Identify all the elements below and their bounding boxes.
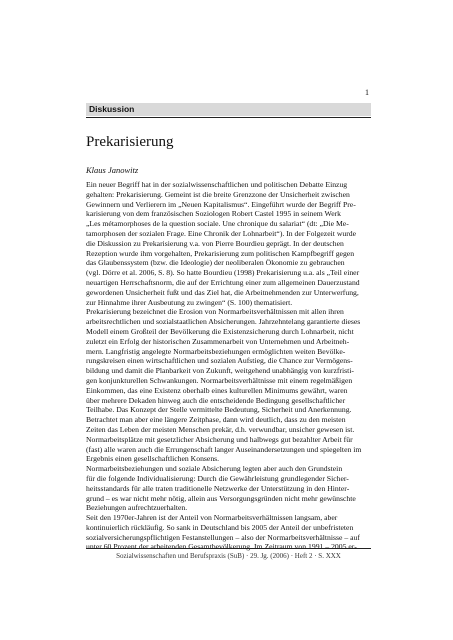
body-line: (fast) alle waren auch die Errungenschaft langer Auseinandersetzungen und spiegelten im (86, 444, 362, 454)
body-line: Ergebnis einen gesellschaftlichen Konsens. (86, 454, 220, 464)
body-line: Einkommen, das eine Existenz oberhalb eines kulturellen Minimums gewährt, waren (86, 385, 348, 395)
section-divider (86, 117, 371, 118)
body-line: zur Hinnahme ihrer Ausbeutung zu zwingen“ (S. 100) thematisiert. (86, 297, 293, 307)
body-line: die Diskussion zu Prekarisierung v.a. von Pierre Bourdieu geprägt. In der deutschen (86, 238, 344, 248)
body-line: „Les métamorphoses de la question sociale. Une chronique du salariat“ (dt: „Die Me- (86, 219, 349, 229)
body-line: tamorphosen der sozialen Frage. Eine Chronik der Lohnarbeit“). In der Folgezeit wurde (86, 228, 357, 238)
page-footer: Sozialwissenschaften und Berufspraxis (SuB) · 29. Jg. (2006) · Heft 2 · S. XXX (116, 552, 341, 560)
article-author: Klaus Janowitz (86, 165, 139, 175)
article-body (86, 180, 371, 552)
body-line: Teilhabe. Das Konzept der Stelle vermittelte Bedeutung, Sicherheit und Anerkennung. (86, 405, 352, 415)
article-title: Prekarisierung (86, 134, 174, 150)
body-line: zuletzt ein Erfolg der historischen Zusammenarbeit von Unternehmen und Arbeitneh- (86, 336, 350, 346)
body-line: karisierung von dem französischen Soziologen Robert Castel 1995 in seinem Werk (86, 209, 342, 219)
body-line: grund – es war nicht mehr nötig, allein aus Versorgungsgründen nicht mehr gewünschte (86, 493, 356, 503)
footer-divider (86, 548, 371, 549)
body-line: Seit den 1970er-Jahren ist der Anteil von Normarbeitsverhältnissen langsam, aber (86, 513, 338, 523)
body-line: Rezeption wurde ihm vorgehalten, Prekarisierung zum politischen Kampfbegriff gegen (86, 248, 355, 258)
body-line: gen konjunkturellen Schwankungen. Normarbeitsverhältnisse mit einem regelmäßigen (86, 375, 353, 385)
body-line: heitsstandards für alle traten traditionelle Netzwerke der Unterstützung in den Hinter- (86, 483, 350, 493)
body-line: über mehrere Dekaden hinweg auch die entscheidende Bedingung gesellschaftlicher (86, 395, 346, 405)
body-line: gewordenen Unsicherheit fußt und das Ziel hat, die Arbeitnehmenden zur Unterwerfung, (86, 287, 359, 297)
body-line: Normarbeitsplätze mit gesetzlicher Absicherung und halbwegs gut bezahlter Arbeit für (86, 434, 353, 444)
body-line: kontinuierlich rückläufig. So sank in Deutschland bis 2005 der Anteil der unbefristeten (86, 522, 354, 532)
body-line: das Glaubenssystem (bzw. die Ideologie) der neoliberalen Ökonomie zu gebrauchen (86, 258, 345, 268)
body-line: bildung und damit die Planbarkeit von Zukunft, weitgehend unabhängig von kurzfristi- (86, 366, 354, 376)
section-label: Diskussion (89, 104, 135, 114)
body-line: unter 60 Prozent der arbeitenden Gesamtbevölkerung. Im Zeitraum von 1991 – 2005 er- (86, 542, 357, 552)
body-line: Ein neuer Begriff hat in der sozialwissenschaftlichen und politischen Debatte Einzug (86, 180, 348, 189)
body-line: für die folgende Individualisierung: Durch die Gewährleistung grundlegender Sicher- (86, 473, 349, 483)
body-line: Modell einem Großteil der Bevölkerung die Existenzsicherung durch Lohnarbeit, nicht (86, 326, 354, 336)
section-header-bar (86, 103, 371, 116)
body-line: Beziehungen aufrechtzuerhalten. (86, 503, 188, 513)
body-line: Zeiten das Leben der meisten Menschen prekär, d.h. verwundbar, unsicher gewesen ist. (86, 424, 355, 434)
body-line: neuartigen Herrschaftsnorm, die auf der Errichtung einer zum allgemeinen Dauerzustand (86, 277, 360, 287)
body-line: Normarbeitsbeziehungen und soziale Absicherung legten aber auch den Grundstein (86, 464, 343, 474)
page-number: 1 (365, 88, 369, 97)
body-line: mern. Langfristig angelegte Normarbeitsbeziehungen ermöglichten weiten Bevölke- (86, 346, 346, 356)
body-line: arbeitsrechtlichen und sozialstaatlichen Absicherungen. Jahrzehntelang garantierte dieses (86, 317, 361, 327)
body-line: sozialversicherungspflichtigen Festanstellungen – also der Normarbeitsverhältnisse – auf (86, 532, 360, 542)
body-line: Prekarisierung bezeichnet die Erosion von Normarbeitsverhältnissen mit allen ihren (86, 307, 344, 317)
body-line: rungskreisen einen wirtschaftlichen und sozialen Aufstieg, die Chance zur Vermögens- (86, 356, 353, 366)
body-line: Gewinnern und Verlierern im „Neuen Kapitalismus“. Eingeführt wurde der Begriff Pre- (86, 199, 356, 209)
body-line: (vgl. Dörre et al. 2006, S. 8). So hatte Bourdieu (1998) Prekarisierung u.a. als „Teil einer (86, 268, 360, 278)
body-line: gehalten: Prekarisierung. Gemeint ist die breite Grenzzone der Unsicherheit zwischen (86, 189, 350, 199)
body-line: Betrachtet man aber eine längere Zeitphase, dann wird deutlich, dass zu den meisten (86, 415, 346, 425)
